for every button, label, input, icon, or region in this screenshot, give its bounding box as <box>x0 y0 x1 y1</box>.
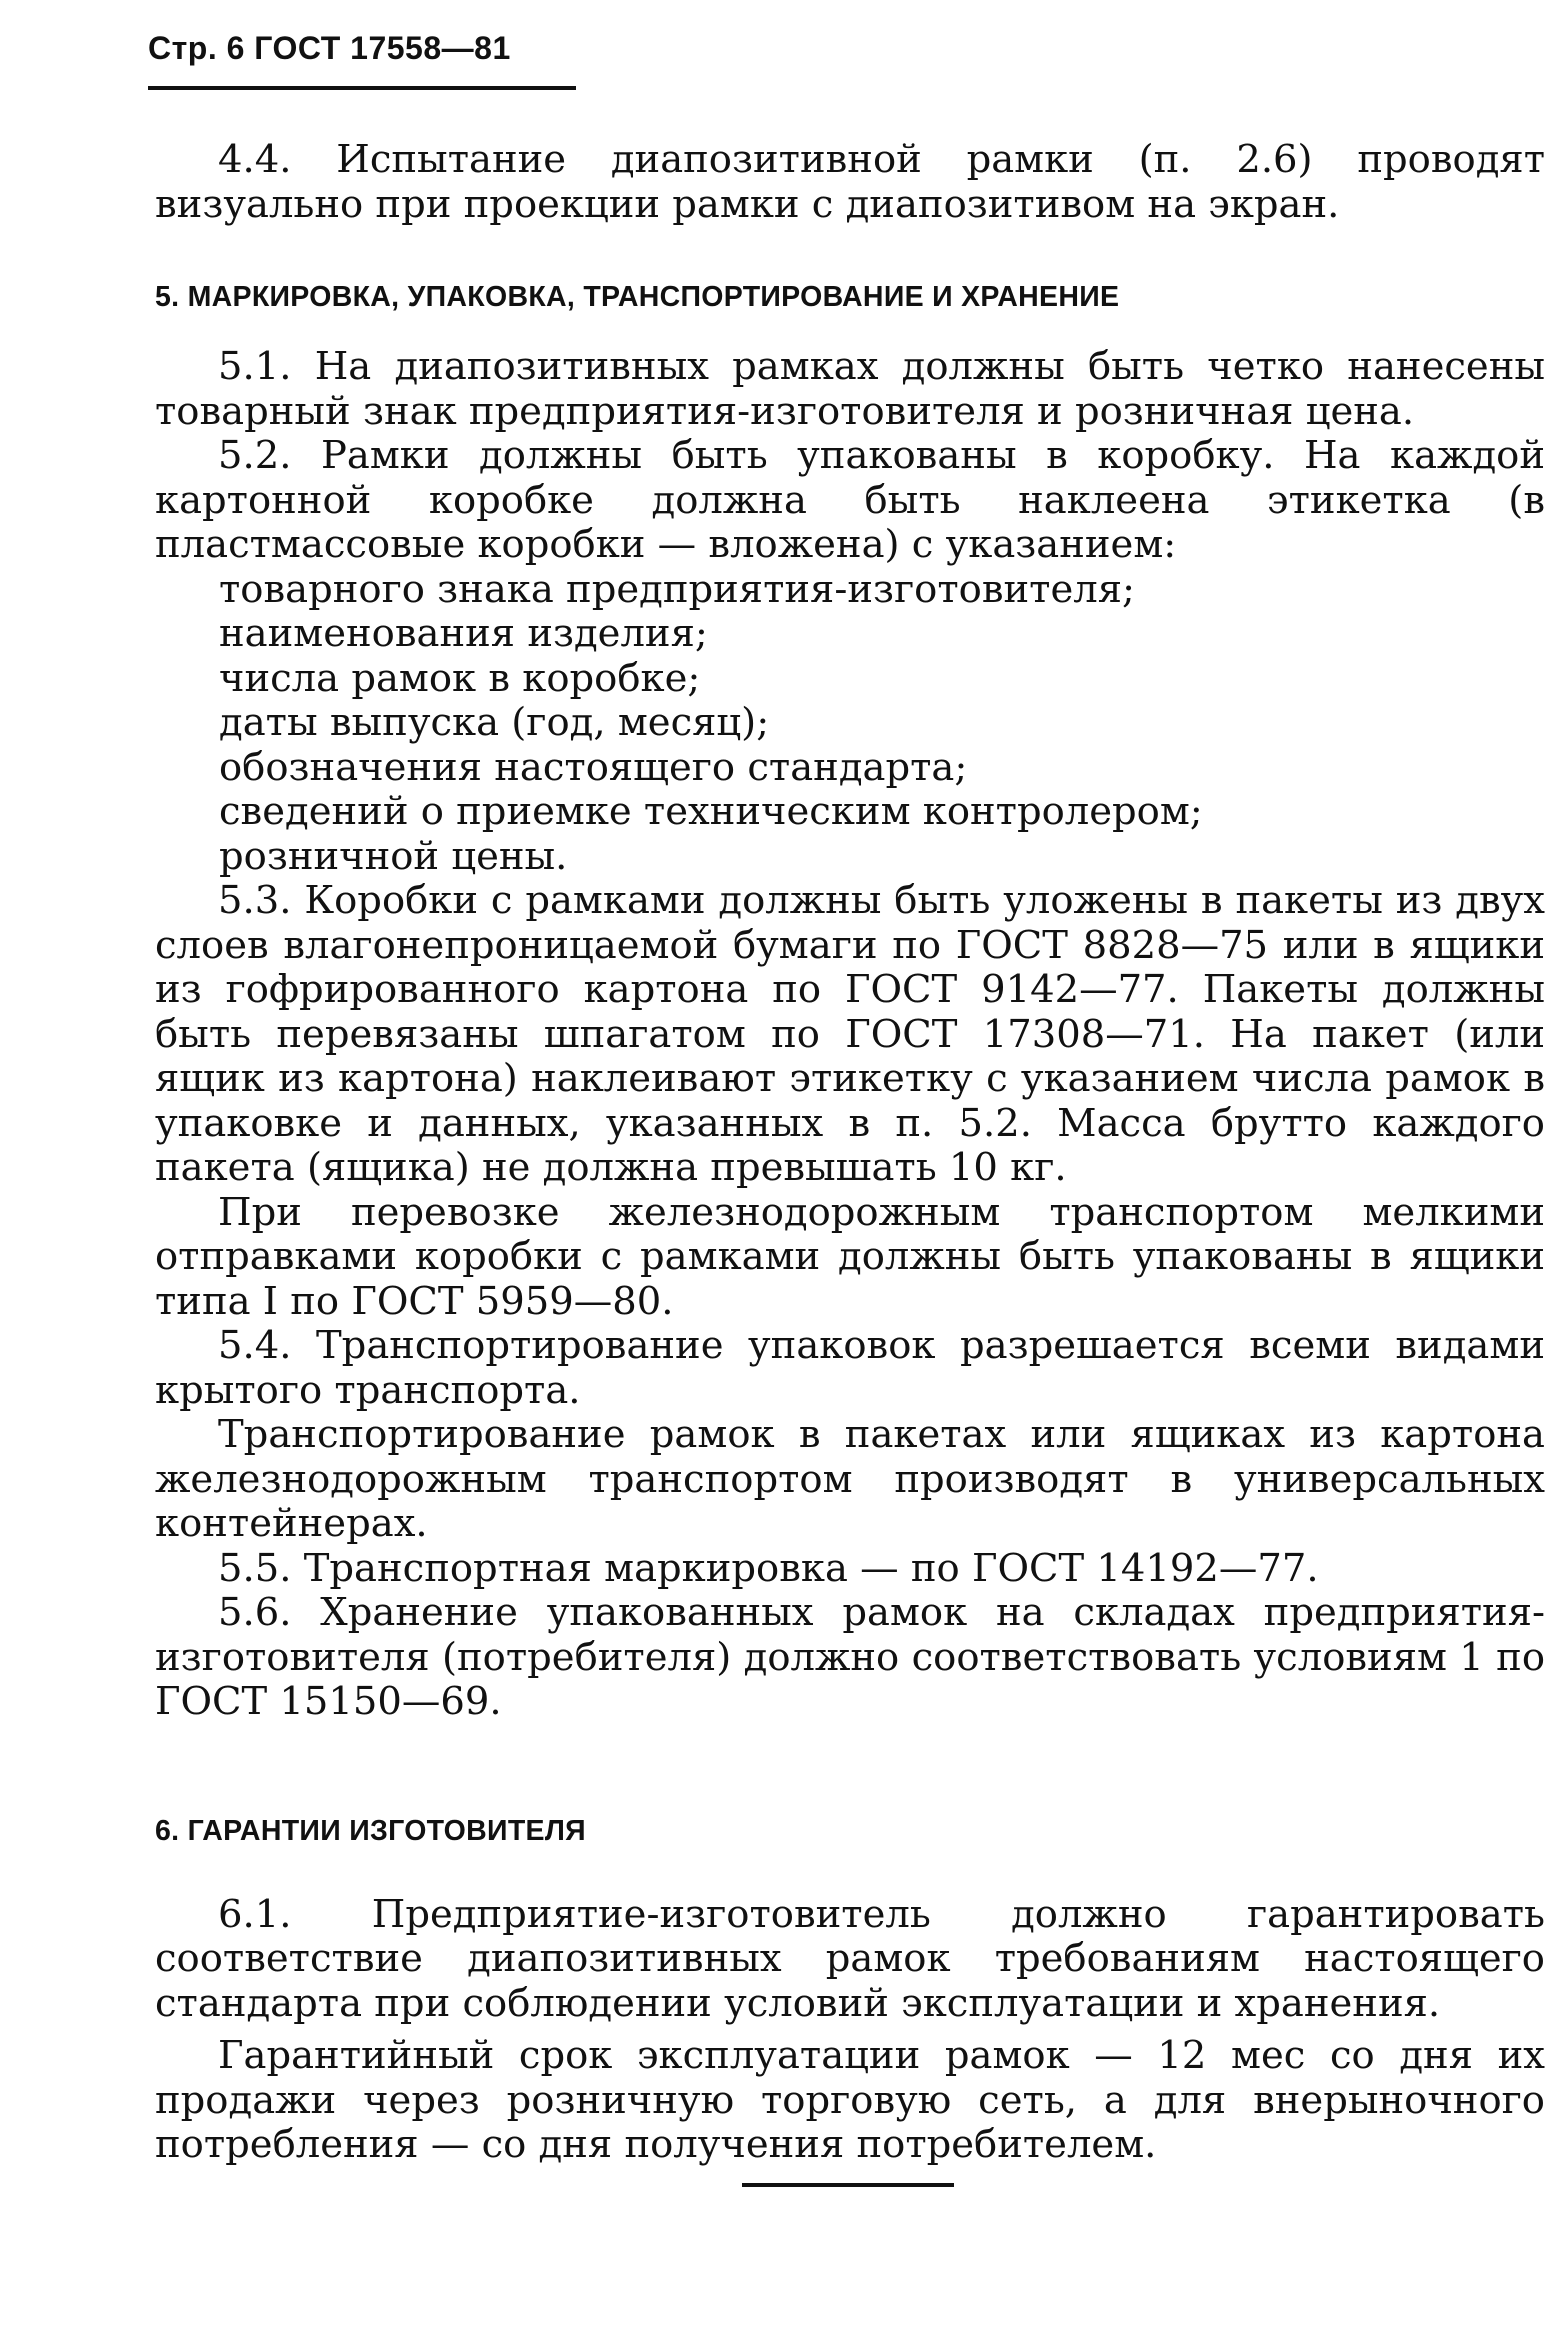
paragraph-warranty: Гарантийный срок эксплуатации рамок — 12 мес со дня их продажи через розничную торговую сеть, а для внерыночного потребления — со дня получения потребителем. <box>155 2033 1545 2167</box>
paragraph-5-4: 5.4. Транспортирование упаковок разрешается всеми видами крытого транспорта. <box>155 1323 1545 1413</box>
paragraph-5-6: 5.6. Хранение упакованных рамок на складах предприятия-изготовителя (потребителя) должно соответствовать условиям 1 по ГОСТ 15150—69. <box>155 1590 1545 1724</box>
label-contents-list <box>155 568 1545 880</box>
list-item: обозначения настоящего стандарта; <box>219 744 968 790</box>
paragraph-5-2: 5.2. Рамки должны быть упакованы в коробку. На каждой картонной коробке должна быть наклеена этикетка (в пластмассовые коробки — вложена) с указанием: <box>155 433 1545 567</box>
paragraph-6-1: 6.1. Предприятие-изготовитель должно гарантировать соответствие диапозитивных рамок требованиям настоящего стандарта при соблюдении условий эксплуатации и хранения. <box>155 1891 1545 2026</box>
list-item: товарного знака предприятия-изготовителя; <box>219 566 1135 612</box>
section-6-heading: 6. ГАРАНТИИ ИЗГОТОВИТЕЛЯ <box>155 1814 586 1847</box>
page-header: Стр. 6 ГОСТ 17558—81 <box>148 30 511 66</box>
list-item: розничной цены. <box>219 833 568 879</box>
header-rule <box>148 86 576 90</box>
paragraph-5-5: 5.5. Транспортная маркировка — по ГОСТ 14192—77. <box>218 1545 1319 1591</box>
end-rule <box>742 2183 954 2187</box>
paragraph-5-3: 5.3. Коробки с рамками должны быть уложены в пакеты из двух слоев влагонепроницаемой бумаги по ГОСТ 8828—75 или в ящики из гофрированного картона по ГОСТ 9142—77. Пакеты должны быть перевязаны шпагатом по ГОСТ 17308—71. На пакет (или ящик из картона) наклеивают этикетку с указанием числа рамок в упаковке и данных, указанных в п. 5.2. Масса брутто каждого пакета (ящика) не должна превышать 10 кг. <box>155 878 1545 1190</box>
list-item: даты выпуска (год, месяц); <box>219 700 770 745</box>
paragraph-4-4: 4.4. Испытание диапозитивной рамки (п. 2.6) проводят визуально при проекции рамки с диапозитивом на экран. <box>155 137 1545 227</box>
document-body <box>155 138 1545 2168</box>
list-item: сведений о приемке техническим контролером; <box>219 789 1203 834</box>
section-5-heading: 5. МАРКИРОВКА, УПАКОВКА, ТРАНСПОРТИРОВАНИЕ И ХРАНЕНИЕ <box>155 281 1120 313</box>
list-item: числа рамок в коробке; <box>219 655 701 701</box>
paragraph-5-3-rail: При перевозке железнодорожным транспортом мелкими отправками коробки с рамками должны быть упакованы в ящики типа I по ГОСТ 5959—80. <box>155 1189 1545 1324</box>
paragraph-5-1: 5.1. На диапозитивных рамках должны быть четко нанесены товарный знак предприятия-изготовителя и розничная цена. <box>155 344 1545 434</box>
list-item: наименования изделия; <box>219 611 708 656</box>
paragraph-5-4-rail: Транспортирование рамок в пакетах или ящиках из картона железнодорожным транспортом производят в универсальных контейнерах. <box>155 1412 1545 1546</box>
